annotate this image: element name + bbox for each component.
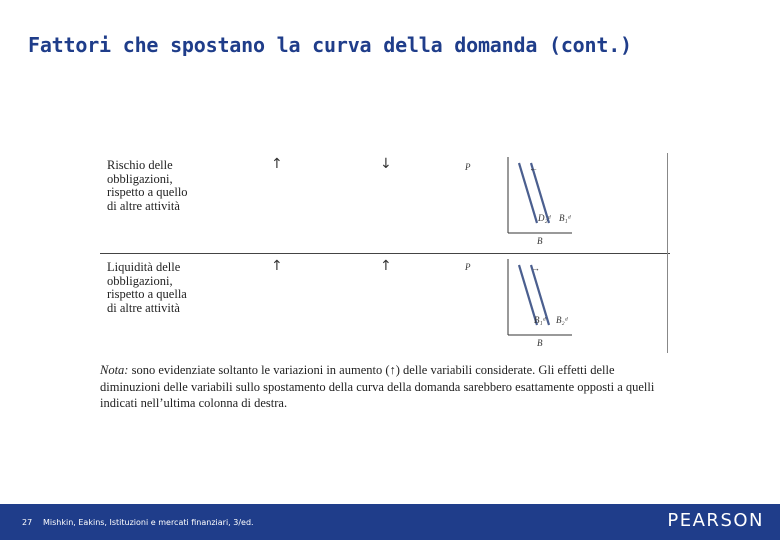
note-text-1: sono evidenziate soltanto le variazioni in aumento ( [128,363,390,377]
footer-bar [0,504,780,540]
note-up-arrow-icon: ↑ [389,363,396,377]
page-number: 27 [22,518,33,527]
curve-label-left: B₁ᵈ [534,315,546,325]
change-up-arrow-icon: ↑ [271,258,283,274]
demand-shift-table [100,153,670,353]
table-row-liquidity [100,255,670,355]
row-divider [100,253,670,254]
mini-chart-risk-graphic [464,153,574,253]
effect-down-arrow-icon: ↓ [380,156,392,172]
table-right-border [667,153,668,353]
note-text-2: ) delle variabili considerate. Gli effetti delle diminuzioni delle variabili sullo spostamento della curva della domanda sarebbero esattamente opposti a quelli indicati nell’ultima colonna di destra. [100,363,655,410]
row-label-liquidity: Liquidità delle obbligazioni, rispetto a quella di altre attività [107,260,187,315]
table-row-risk [100,153,670,253]
x-axis-label: B [537,236,543,246]
effect-up-arrow-icon: ↑ [380,258,392,274]
y-axis-label: P [465,162,471,172]
row-label-risk: Rischio delle obbligazioni, rispetto a quello di altre attività [107,158,188,213]
y-axis-label: P [465,262,471,272]
slide-title: Fattori che spostano la curva della domanda (cont.) [28,33,632,57]
mini-chart-risk [464,153,574,253]
table-note [100,362,672,412]
change-up-arrow-icon: ↑ [271,156,283,172]
pearson-logo: PEARSON [667,510,764,531]
curve-label-right: B₁ᵈ [559,213,571,223]
footer-citation: Mishkin, Eakins, Istituzioni e mercati finanziari, 3/ed. [43,518,254,527]
shift-left-arrow-icon: ← [529,163,538,173]
shift-right-arrow-icon: → [531,263,540,273]
curve-label-right: B₂ᵈ [556,315,568,325]
curve-label-left: D₂ᵈ [538,213,551,223]
note-prefix: Nota: [100,363,129,377]
mini-chart-liquidity-graphic [464,255,574,355]
mini-chart-liquidity [464,255,574,355]
x-axis-label: B [537,338,543,348]
